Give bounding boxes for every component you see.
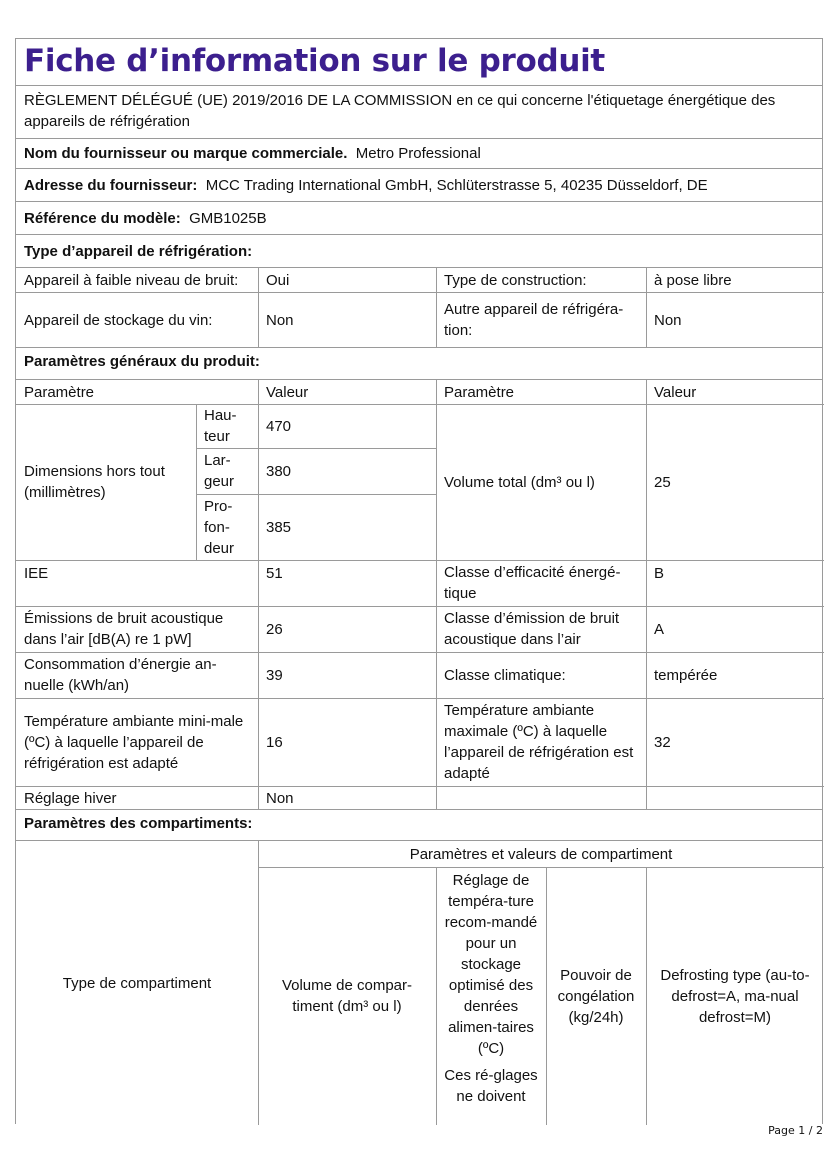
dimensions-label: Dimensions hors tout (millimètres) [24,463,165,501]
regulation-text: RÈGLEMENT DÉLÉGUÉ (UE) 2019/2016 DE LA COMMISSION en ce qui concerne l'étiquetage énergétique des appareils de réfrigération [16,85,822,138]
page-number: Page 1 / 2 [768,1124,823,1137]
supplier-value: Metro Professional [355,145,481,162]
noise-class-value: A [654,620,665,638]
recommended-temperature-text: Réglage de tempéra-ture recom-mandé pour un stockage optimisé des denrées alimen-taires (ºC) [444,872,538,1057]
header-parameter-1: Paramètre [24,383,95,401]
construction-label: Type de construction: [444,271,587,289]
appliance-type-table [16,267,822,347]
height-value: 470 [266,417,292,435]
header-parameter-2: Paramètre [444,383,515,401]
winter-setting-label: Réglage hiver [24,789,117,807]
height-label: Hau-teur [204,407,237,445]
model-row [16,201,822,234]
general-parameters-table [16,379,822,809]
address-value: MCC Trading International GmbH, Schlüterstrasse 5, 40235 Düsseldorf, DE [205,177,708,194]
width-value: 380 [266,462,292,480]
low-noise-value: Oui [266,271,290,289]
compartment-group-header: Paramètres et valeurs de compartiment [409,845,673,863]
max-temperature-label: Température ambiante maximale (ºC) à laquelle l’appareil de réfrigération est adapté [444,702,634,782]
min-temperature-value: 16 [266,733,283,751]
energy-consumption-label: Consommation d’énergie an-nuelle (kWh/an) [24,656,217,694]
total-volume-value: 25 [654,473,671,491]
winter-setting-value: Non [266,789,294,807]
recommended-temperature-header [436,867,546,1125]
max-temperature-value: 32 [654,733,671,751]
general-section-heading: Paramètres généraux du produit: [16,347,822,379]
depth-value: 385 [266,518,292,536]
recommended-temperature-note: Ces ré-glages ne doivent [444,1067,538,1105]
other-appliance-value: Non [654,311,682,329]
wine-label: Appareil de stockage du vin: [24,311,213,329]
model-value: GMB1025B [189,210,267,227]
total-volume-label: Volume total (dm³ ou l) [444,473,595,491]
iee-value: 51 [266,565,283,582]
compartment-table [16,840,822,1124]
energy-class-value: B [654,565,665,582]
noise-emission-label: Émissions de bruit acoustique dans l’air [dB(A) re 1 pW] [24,610,224,648]
address-row [16,168,822,201]
compartment-section-heading: Paramètres des compartiments: [16,809,822,840]
freezing-capacity-header: Pouvoir de congélation (kg/24h) [557,966,635,1026]
compartment-type-header: Type de compartiment [62,974,212,992]
supplier-label: Nom du fournisseur ou marque commerciale. [24,145,348,162]
energy-consumption-value: 39 [266,666,283,684]
product-information-sheet [15,38,823,1124]
low-noise-label: Appareil à faible niveau de bruit: [24,271,239,289]
construction-value: à pose libre [654,271,732,289]
energy-class-label: Classe d’efficacité énergé-tique [444,564,621,602]
compartment-volume-header: Volume de compar-timent (dm³ ou l) [281,977,413,1015]
supplier-row [16,138,822,168]
type-section-heading: Type d’appareil de réfrigération: [16,234,822,267]
wine-value: Non [266,311,294,329]
climate-class-value: tempérée [654,666,718,684]
other-appliance-label: Autre appareil de réfrigéra-tion: [444,301,624,339]
iee-label: IEE [24,565,49,582]
address-label: Adresse du fournisseur: [24,177,198,194]
min-temperature-label: Température ambiante mini-male (ºC) à laquelle l’appareil de réfrigération est adapté [24,712,244,772]
noise-class-label: Classe d’émission de bruit acoustique dans l’air [444,610,620,648]
width-label: Lar-geur [204,452,235,490]
defrosting-type-header: Defrosting type (au-to-defrost=A, ma-nual defrost=M) [660,966,810,1026]
page-title: Fiche d’information sur le produit [24,43,605,79]
climate-class-label: Classe climatique: [444,666,566,684]
depth-label: Pro-fon-deur [204,497,235,557]
model-label: Référence du modèle: [24,210,181,227]
header-value-2: Valeur [654,383,697,401]
noise-emission-value: 26 [266,620,283,638]
header-value-1: Valeur [266,383,309,401]
